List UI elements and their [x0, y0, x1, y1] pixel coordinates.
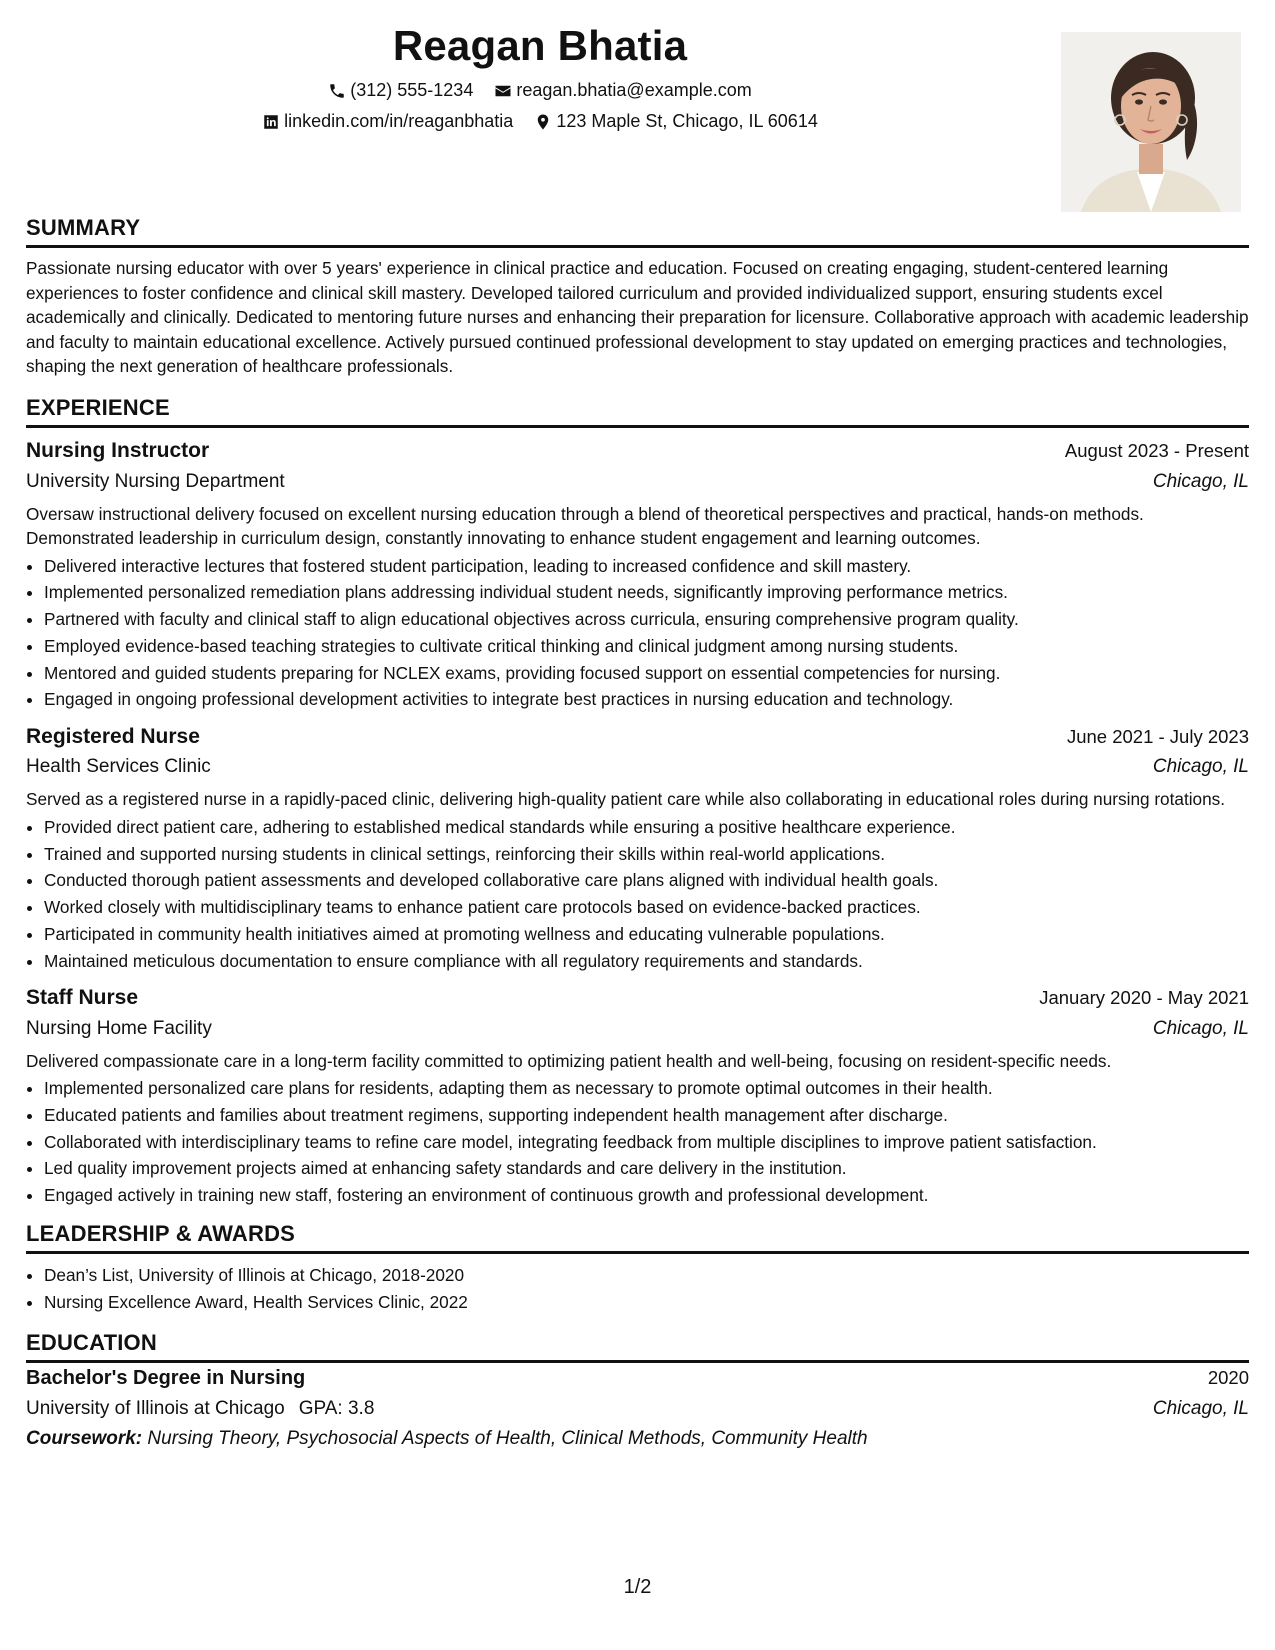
job-entry	[26, 983, 1249, 1209]
bullet-item: • Led quality improvement projects aimed at enhancing safety standards and care delivery in the institution.	[44, 1155, 1249, 1182]
degree-title: Bachelor's Degree in Nursing	[26, 1366, 306, 1389]
bullet-item: • Partnered with faculty and clinical staff to align educational objectives across curricula, ensuring comprehensive program quality.	[44, 606, 1249, 633]
job-description: Served as a registered nurse in a rapidly-paced clinic, delivering high-quality patient care while also collaborating in educational roles during nursing rotations.	[26, 789, 1226, 810]
email-text[interactable]: reagan.bhatia@example.com	[516, 80, 752, 100]
school-location: Chicago, IL	[1152, 1397, 1249, 1419]
job-entry	[26, 436, 1249, 714]
bullet-item: • Mentored and guided students preparing for NCLEX exams, providing focused support on essential competencies for nursing.	[44, 660, 1249, 687]
award-item: • Nursing Excellence Award, Health Services Clinic, 2022	[44, 1289, 1249, 1316]
awards-heading: LEADERSHIP & AWARDS	[26, 1221, 1249, 1254]
phone-contact	[328, 80, 473, 101]
bullet-item: • Employed evidence-based teaching strategies to cultivate critical thinking and clinical judgment among nursing students.	[44, 633, 1249, 660]
school-name: University of Illinois at Chicago	[26, 1397, 285, 1419]
candidate-name: Reagan Bhatia	[392, 22, 688, 69]
job-bullets	[26, 553, 1249, 714]
job-title: Nursing Instructor	[26, 439, 210, 462]
summary-heading: SUMMARY	[26, 215, 1249, 248]
resume-header	[26, 0, 1249, 215]
job-org-row	[26, 1014, 1249, 1044]
job-dates: June 2021 - July 2023	[1066, 725, 1249, 747]
job-bullets	[26, 1075, 1249, 1209]
bullet-item: • Maintained meticulous documentation to ensure compliance with all regulatory requirements and standards.	[44, 948, 1249, 975]
job-location: Chicago, IL	[1152, 756, 1249, 778]
coursework-list: Nursing Theory, Psychosocial Aspects of Health, Clinical Methods, Community Health	[147, 1427, 868, 1449]
job-organization: Nursing Home Facility	[26, 1017, 212, 1039]
degree-row	[26, 1363, 1249, 1394]
bullet-item: • Engaged actively in training new staff, fostering an environment of continuous growth and professional development.	[44, 1182, 1249, 1209]
job-location: Chicago, IL	[1152, 1017, 1249, 1039]
job-bullets	[26, 814, 1249, 975]
bullet-item: • Delivered interactive lectures that fostered student participation, leading to increased confidence and skill mastery.	[44, 553, 1249, 580]
job-title-row	[26, 721, 1249, 752]
experience-heading: EXPERIENCE	[26, 395, 1249, 428]
job-organization: Health Services Clinic	[26, 756, 211, 778]
job-entry	[26, 721, 1249, 974]
map-pin-icon	[534, 113, 552, 131]
summary-section	[26, 215, 1249, 379]
bullet-item: • Engaged in ongoing professional development activities to integrate best practices in nursing education and technology.	[44, 686, 1249, 713]
school-row	[26, 1394, 1249, 1424]
graduation-year: 2020	[1207, 1367, 1249, 1389]
job-title-row	[26, 983, 1249, 1014]
bullet-item: • Participated in community health initiatives aimed at promoting wellness and educating vulnerable populations.	[44, 921, 1249, 948]
bullet-item: • Conducted thorough patient assessments and developed collaborative care plans aligned with individual health goals.	[44, 867, 1249, 894]
coursework-label: Coursework:	[26, 1427, 143, 1449]
awards-section	[26, 1221, 1249, 1316]
linkedin-text[interactable]: linkedin.com/in/reaganbhatia	[284, 111, 514, 131]
linkedin-icon	[262, 113, 280, 131]
envelope-icon	[494, 82, 512, 100]
bullet-item: • Educated patients and families about treatment regimens, supporting independent health management after discharge.	[44, 1102, 1249, 1129]
job-location: Chicago, IL	[1152, 470, 1249, 492]
address-text: 123 Maple St, Chicago, IL 60614	[556, 111, 818, 131]
bullet-item: • Implemented personalized care plans for residents, adapting them as necessary to promote optimal outcomes in their health.	[44, 1075, 1249, 1102]
gpa: GPA: 3.8	[298, 1397, 375, 1419]
job-organization: University Nursing Department	[26, 470, 285, 492]
phone-icon	[328, 82, 346, 100]
job-title: Registered Nurse	[26, 724, 200, 748]
experience-section	[26, 395, 1249, 1210]
job-dates: January 2020 - May 2021	[1039, 987, 1249, 1009]
awards-list	[26, 1262, 1249, 1316]
bullet-item: • Worked closely with multidisciplinary teams to enhance patient care protocols based on evidence-backed practices.	[44, 894, 1249, 921]
page-number: 1/2	[623, 1576, 652, 1598]
award-item: • Dean’s List, University of Illinois at Chicago, 2018-2020	[44, 1262, 1249, 1289]
summary-text: Passionate nursing educator with over 5 years' experience in clinical practice and education. Focused on creating engaging, student-centered learning experiences to foster confidence and clinical skill mastery. Developed tailored curriculum and provided individualized support, ensuring students excel academically and clinically. Dedicated to mentoring future nurses and enhancing their preparation for licensure. Collaborative approach with academic leadership and faculty to maintain educational excellence. Actively pursued continued professional development to stay updated on emerging practices and technologies, shaping the next generation of healthcare professionals.	[26, 258, 1249, 376]
education-section	[26, 1330, 1249, 1450]
bullet-item: • Provided direct patient care, adhering to established medical standards while ensuring a positive healthcare experience.	[44, 814, 1249, 841]
job-org-row	[26, 752, 1249, 782]
job-dates: August 2023 - Present	[1064, 440, 1249, 461]
job-title-row	[26, 436, 1249, 467]
linkedin-contact[interactable]	[262, 111, 513, 132]
phone-text: (312) 555-1234	[350, 80, 474, 100]
bullet-item: • Implemented personalized remediation plans addressing individual student needs, significantly improving performance metrics.	[44, 579, 1249, 606]
coursework	[26, 1428, 1249, 1450]
email-contact[interactable]	[494, 80, 751, 101]
bullet-item: • Collaborated with interdisciplinary teams to refine care model, integrating feedback from multiple disciplines to improve patient satisfaction.	[44, 1129, 1249, 1156]
school-info	[26, 1398, 374, 1420]
address-contact	[534, 111, 818, 132]
job-description: Oversaw instructional delivery focused on excellent nursing education through a blend of theoretical perspectives and practical, hands-on methods. Demonstrated leadership in curriculum design, constantly innovating to enhance student engagement and learning outcomes.	[26, 503, 1144, 548]
job-title: Staff Nurse	[26, 986, 139, 1010]
bullet-item: • Trained and supported nursing students in clinical settings, reinforcing their skills within real-world applications.	[44, 841, 1249, 868]
profile-photo	[1061, 32, 1241, 212]
job-description: Delivered compassionate care in a long-term facility committed to optimizing patient health and well-being, focusing on resident-specific needs.	[26, 1050, 1112, 1071]
resume-page	[26, 0, 1249, 1450]
education-heading: EDUCATION	[26, 1330, 1249, 1363]
job-org-row	[26, 467, 1249, 497]
